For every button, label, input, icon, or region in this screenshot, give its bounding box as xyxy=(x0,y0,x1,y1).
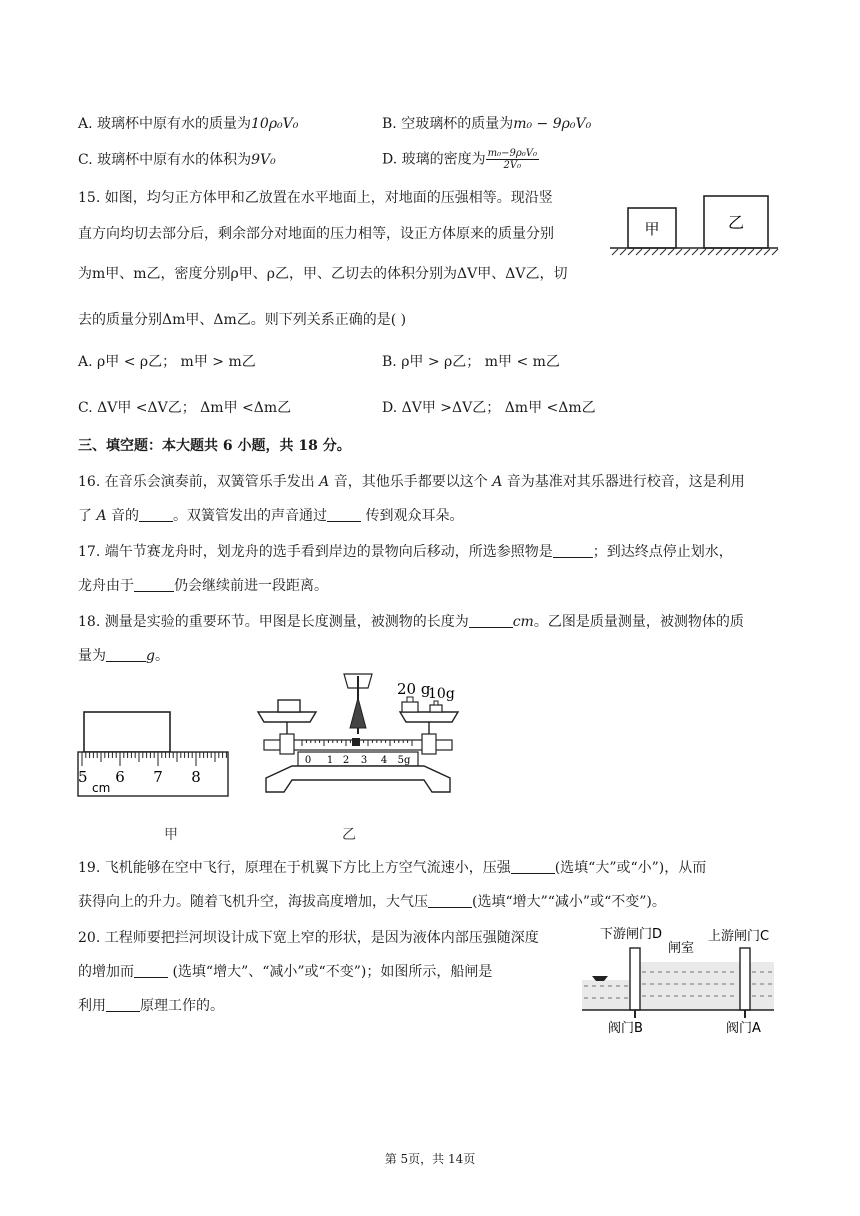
q20-text-4: 原理工作的。 xyxy=(140,998,224,1014)
q19-text-1: 19. 飞机能够在空中飞行，原理在于机翼下方比上方空气流速小，压强 xyxy=(78,860,511,876)
q20-line-2 xyxy=(78,962,492,982)
q16-text-3: 音为基准对其乐器进行校音，这是利用 xyxy=(506,474,745,490)
q14-option-c-text: C. 玻璃杯中原有水的体积为 xyxy=(78,152,252,168)
q15-line-1: 15. 如图，均匀正方体甲和乙放置在水平地面上，对地面的压强相等。现沿竖 xyxy=(78,190,553,206)
q14-option-c xyxy=(78,150,276,170)
q18-text-1: 18. 测量是实验的重要环节。甲图是长度测量，被测物的长度为 xyxy=(78,614,469,630)
q14-option-b-text: B. 空玻璃杯的质量为 xyxy=(382,116,514,132)
cube-jia-label: 甲 xyxy=(644,220,660,238)
gate-c xyxy=(740,948,750,1010)
chamber-water xyxy=(640,962,740,1010)
balance-base xyxy=(266,766,450,792)
balance-figure xyxy=(252,668,464,800)
q18-text-3: 量为 xyxy=(78,648,106,664)
q14-option-a-math: 10ρ₀V₀ xyxy=(251,116,299,132)
measured-object xyxy=(278,700,300,712)
q17-text-3: 龙舟由于 xyxy=(78,578,134,594)
beam-label-4: 4 xyxy=(380,755,388,766)
q15-line-4: 去的质量分别Δm甲、Δm乙。则下列关系正确的是( ) xyxy=(78,312,407,328)
q15-line-3: 为m甲、m乙，密度分别ρ甲、ρ乙，甲、乙切去的体积分别为ΔV甲、ΔV乙，切 xyxy=(78,266,568,282)
q16-text-5: 音的 xyxy=(111,508,140,524)
q19-text-4: (选填“增大”“减小”或“不变”)。 xyxy=(472,894,666,910)
q18-blank-2[interactable] xyxy=(106,647,146,662)
q18-text-2: 。乙图是质量测量，被测物体的质 xyxy=(533,614,744,630)
q20-text-2: (选填“增大”、“减小”或“不变”)；如图所示，船闸是 xyxy=(168,964,493,980)
q18-unit-g: g xyxy=(146,648,155,664)
ruler-label-8: 8 xyxy=(191,768,201,786)
q14-option-d xyxy=(382,148,539,171)
caption-yi: 乙 xyxy=(342,827,356,843)
q14-option-a xyxy=(78,114,298,134)
q15-option-d: D. ΔV甲 >ΔV乙； Δm甲 <Δm乙 xyxy=(382,400,596,416)
q16-line-2 xyxy=(78,506,463,526)
q16-line-1 xyxy=(78,472,745,492)
q15-option-b: B. ρ甲 > ρ乙； m甲 < m乙 xyxy=(382,354,560,370)
q16-blank-2[interactable] xyxy=(327,507,361,522)
q18-line-2 xyxy=(78,646,169,666)
beam-label-5g: 5g xyxy=(397,755,411,766)
q14-option-d-fraction xyxy=(486,148,539,171)
ruler-label-7: 7 xyxy=(153,768,163,786)
q19-text-3: 获得向上的升力。随着飞机升空，海拔高度增加，大气压 xyxy=(78,894,428,910)
q17-blank-1[interactable] xyxy=(553,543,593,558)
q19-line-1 xyxy=(78,858,706,878)
q18-text-4: 。 xyxy=(154,648,169,664)
center-post xyxy=(350,698,366,728)
ruler-label-5: 5 xyxy=(78,768,88,786)
q16-text-1: 16. 在音乐会演奏前，双簧管乐手发出 xyxy=(78,474,315,490)
weight-20g xyxy=(402,702,418,712)
gate-d xyxy=(630,948,640,1010)
q20-text-3: 利用 xyxy=(78,998,106,1014)
q14-option-d-denominator: 2V₀ xyxy=(503,160,522,171)
q18-blank-1[interactable] xyxy=(469,613,513,628)
q17-text-1: 17. 端午节赛龙舟时，划龙舟的选手看到岸边的景物向后移动，所选参照物是 xyxy=(78,544,553,560)
beam-label-0: 0 xyxy=(304,755,312,766)
rider xyxy=(352,738,360,746)
upstream-water xyxy=(750,962,774,1010)
q15-cubes-figure xyxy=(606,190,782,262)
q14-option-a-text: A. 玻璃杯中原有水的质量为 xyxy=(78,116,252,132)
q16-blank-1[interactable] xyxy=(139,507,173,522)
right-pan xyxy=(400,712,458,722)
q14-option-b-math: m₀ − 9ρ₀V₀ xyxy=(513,116,592,132)
right-nut xyxy=(422,734,436,754)
q14-option-c-math: 9V₀ xyxy=(251,152,276,168)
section-3-heading: 三、填空题：本大题共 6 小题，共 18 分。 xyxy=(78,438,351,454)
q14-option-d-text: D. 玻璃的密度为 xyxy=(382,151,486,168)
weight-10g xyxy=(430,705,442,712)
q14-option-d-numerator: m₀−9ρ₀V₀ xyxy=(487,148,537,159)
q15-option-c: C. ΔV甲 <ΔV乙； Δm甲 <Δm乙 xyxy=(78,400,292,416)
downstream-water xyxy=(582,980,630,1010)
q20-line-1: 20. 工程师要把拦河坝设计成下宽上窄的形状，是因为液体内部压强随深度 xyxy=(78,930,539,946)
ruler-figure xyxy=(74,706,234,802)
q15-option-a: A. ρ甲 < ρ乙； m甲 > m乙 xyxy=(78,354,256,370)
left-pan xyxy=(258,712,316,722)
measured-block xyxy=(84,712,170,752)
q16-letter-a-1: A xyxy=(319,474,330,490)
q19-blank-2[interactable] xyxy=(428,893,472,908)
q18-line-1 xyxy=(78,612,744,632)
q16-letter-a-3: A xyxy=(96,508,107,524)
q16-text-7: 传到观众耳朵。 xyxy=(361,508,464,524)
ground-hatching xyxy=(612,249,778,255)
q17-line-2 xyxy=(78,576,328,596)
q20-blank-1[interactable] xyxy=(134,963,168,978)
valve-a-label: 阀门A xyxy=(726,1021,761,1036)
ruler-label-6: 6 xyxy=(115,768,125,786)
ruler-unit-label: cm xyxy=(92,781,111,795)
q16-letter-a-2: A xyxy=(492,474,503,490)
q17-line-1 xyxy=(78,542,733,562)
gate-d-label: 下游闸门D xyxy=(600,927,663,942)
q16-text-2: 音，其他乐手都要以这个 xyxy=(333,474,488,490)
weight-10g-label: 10g xyxy=(428,686,455,702)
q17-blank-2[interactable] xyxy=(134,577,174,592)
q17-text-4: 仍会继续前进一段距离。 xyxy=(174,578,328,594)
beam-label-1: 1 xyxy=(326,755,334,766)
q18-unit-cm: cm xyxy=(512,614,534,630)
q16-text-4: 了 xyxy=(78,508,92,524)
q19-blank-1[interactable] xyxy=(511,859,555,874)
q15-line-2: 直方向均切去部分后，剩余部分对地面的压力相等，设正方体原来的质量分别 xyxy=(78,226,554,242)
q19-text-2: (选填“大”或“小”)，从而 xyxy=(554,860,707,876)
chamber-label: 闸室 xyxy=(668,941,695,956)
q16-text-6: 。双簧管发出的声音通过 xyxy=(173,508,328,524)
q19-line-2 xyxy=(78,892,666,912)
gate-c-label: 上游闸门C xyxy=(708,929,770,944)
cube-yi-label: 乙 xyxy=(727,213,745,232)
ship-lock-figure xyxy=(578,922,778,1036)
q14-option-b xyxy=(382,114,591,134)
left-nut xyxy=(280,734,294,754)
weight-20g-label: 20 g xyxy=(397,680,431,698)
q17-text-2: ；到达终点停止划水， xyxy=(592,544,733,560)
q20-line-3 xyxy=(78,996,224,1016)
valve-b-label: 阀门B xyxy=(608,1021,643,1036)
q20-text-1: 的增加而 xyxy=(78,964,134,980)
q20-blank-2[interactable] xyxy=(106,997,140,1012)
beam-label-3: 3 xyxy=(360,755,368,766)
caption-jia: 甲 xyxy=(164,827,178,843)
page-footer: 第 5页，共 14页 xyxy=(384,1152,476,1166)
beam-label-2: 2 xyxy=(342,755,350,766)
